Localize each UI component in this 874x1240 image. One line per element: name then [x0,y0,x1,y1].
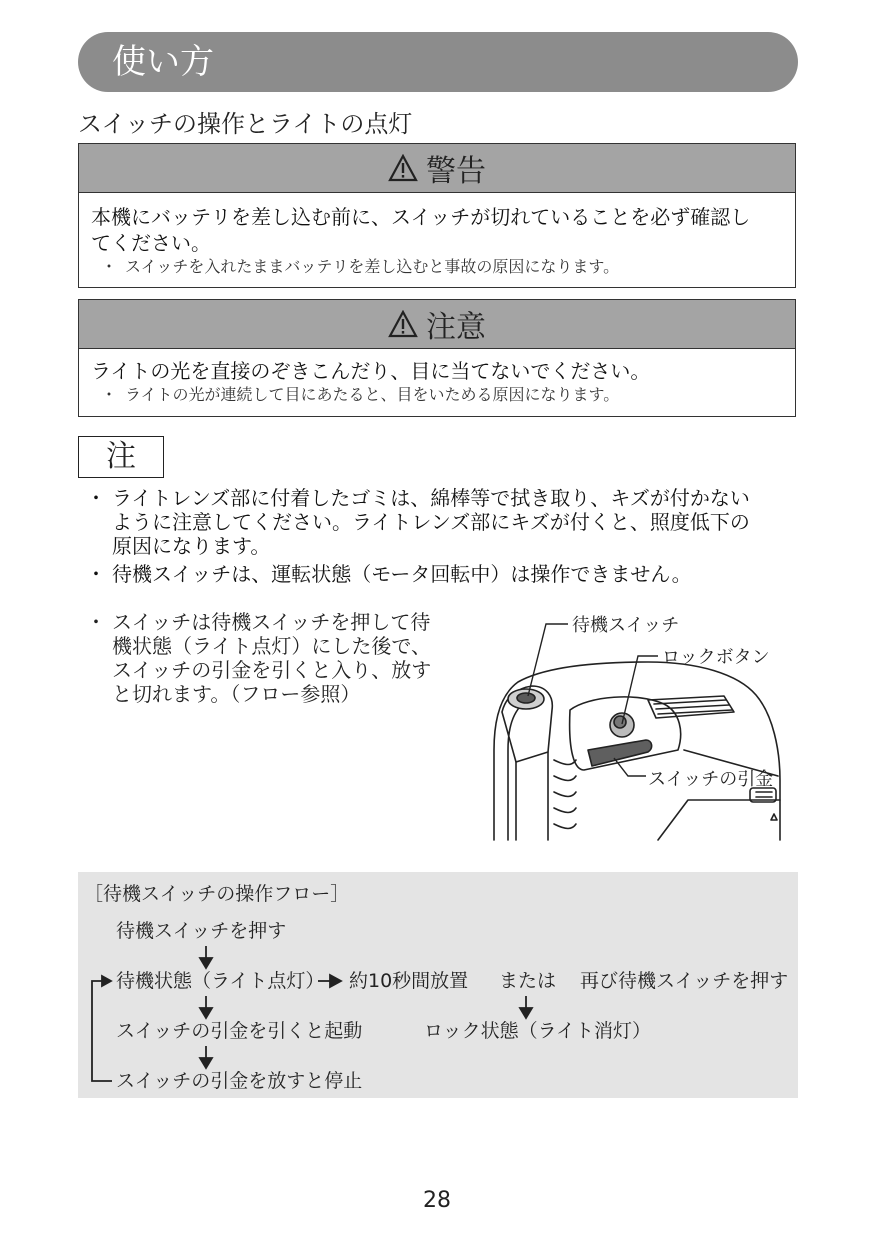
flow-step-stop: スイッチの引金を放すと停止 [116,1070,363,1092]
caution-box [78,299,796,417]
down-arrow-icon [200,958,212,968]
switch-desc-line: スイッチの引金を引くと入り、放す [112,658,432,682]
caution-triangle-icon [388,310,418,338]
note-item [86,562,798,588]
warning-sub-bullet: ・ [101,257,118,276]
note-label: 注 [78,436,164,478]
flow-step-start: スイッチの引金を引くと起動 [116,1020,363,1042]
switch-desc-bullet: ・ [86,610,106,634]
warning-main-text-1: 本機にバッテリを差し込む前に、スイッチが切れていることを必ず確認し [91,205,751,229]
operation-flow-box [78,872,798,1098]
switch-desc-line: 機状態（ライト点灯）にした後で、 [112,634,431,658]
flow-step-press-again: 再び待機スイッチを押す [580,970,789,992]
down-arrow-icon [200,1058,212,1068]
note-bullet: ・ [86,562,106,586]
right-arrow-icon [330,975,341,987]
flow-step-press-standby: 待機スイッチを押す [116,920,287,942]
flow-step-lock-state: ロック状態（ライト消灯） [424,1020,652,1042]
warning-main-text-2: てください。 [91,231,211,255]
note-line: 原因になります。 [112,534,271,558]
callout-standby-switch: 待機スイッチ [572,615,680,636]
right-arrow-icon [102,976,111,986]
flow-arrows [78,872,798,1098]
page-number: 28 [423,1188,451,1213]
note-line: ライトレンズ部に付着したゴミは、綿棒等で拭き取り、キズが付かない [112,486,750,510]
flow-step-idle-10s: 約10秒間放置 [349,970,469,992]
flow-title: ［待機スイッチの操作フロー］ [84,883,350,905]
warning-box [78,143,796,288]
switch-desc-line: と切れます。（フロー参照） [112,682,361,706]
caution-main-text: ライトの光を直接のぞきこんだり、目に当てないでください。 [91,359,651,383]
caution-sub-text: ライトの光が連続して目にあたると、目をいためる原因になります。 [125,385,620,404]
section-title: スイッチの操作とライトの点灯 [78,110,413,138]
page-title: 使い方 [112,42,214,82]
note-line: ように注意してください。ライトレンズ部にキズが付くと、照度低下の [112,510,750,534]
switch-desc-line: スイッチは待機スイッチを押して待 [112,610,431,634]
down-arrow-icon [520,1008,532,1018]
caution-title: 注意 [426,310,486,345]
flow-or: または [499,970,557,992]
down-arrow-icon [200,1008,212,1018]
callout-lock-button: ロックボタン [662,647,770,668]
callout-trigger: スイッチの引金 [648,769,774,790]
warning-sub-text: スイッチを入れたままバッテリを差し込むと事故の原因になります。 [125,257,620,276]
flow-step-standby-state: 待機状態（ライト点灯） [116,970,325,992]
note-line: 待機スイッチは、運転状態（モータ回転中）は操作できません。 [112,562,692,586]
caution-sub-bullet: ・ [101,385,118,404]
warning-title: 警告 [426,154,486,189]
warning-header [79,144,795,193]
note-bullet: ・ [86,486,106,510]
note-item [86,486,798,560]
caution-header [79,300,795,349]
warning-triangle-icon [388,154,418,182]
